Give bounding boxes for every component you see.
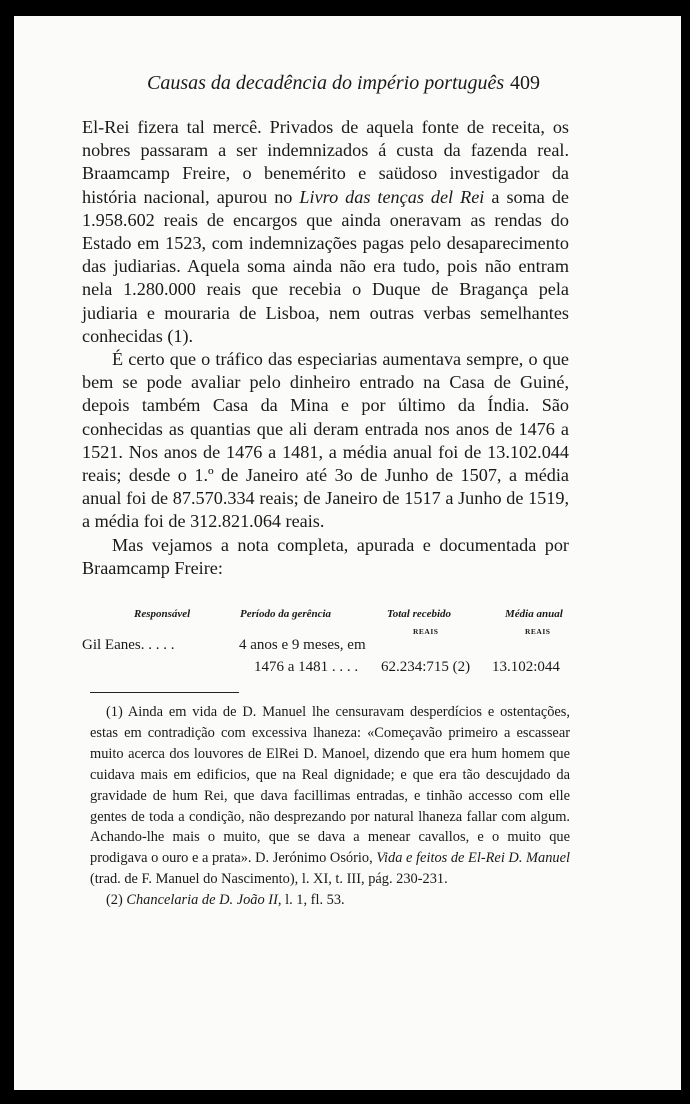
footnote-2-text-a: (2) bbox=[106, 892, 127, 909]
row-responsavel: Gil Eanes. . . . . bbox=[82, 637, 175, 653]
unit-media: REAIS bbox=[525, 627, 551, 636]
row-media: 13.102:044 bbox=[492, 659, 560, 675]
footnote-1-text-a: (1) Ainda em vida de D. Manuel lhe censuravam desperdícios e ostentações, estas em contradição com excessiva lhaneza: «Começavão primeiro a escassear muito acerca dos louvores de ElRei D. Manoel, dizendo que era hum homem que cuidava mais em edificios, que na Real dignidade; e que era tão descujdado da gravidade de hum Rei, que dava facillimas entradas, e tinhão accesso com elle gentes de toda a condição, não desprezando por natural lhaneza fallar com algum. Achando-lhe mais o muito, que se dava a menear cavallos, e o muito que prodigava o ouro e a prata». D. Jerónimo Osório, bbox=[90, 704, 570, 867]
footnote-2 bbox=[90, 890, 570, 911]
running-title: Causas da decadência do império português bbox=[147, 72, 505, 94]
footnote-2-text-b: l. 1, fl. 53. bbox=[281, 892, 345, 909]
row-period-line2: 1476 a 1481 . . . . bbox=[254, 659, 359, 675]
paragraph-2: É certo que o tráfico das especiarias aumentava sempre, o que bem se pode avaliar pelo dinheiro entrado na Casa de Guiné, depois também Casa da Mina e por último da Índia. São conhecidas as quantias que ali deram entrada nos anos de 1476 a 1521. Nos anos de 1476 a 1481, a média anual foi de 13.102.044 reais; desde o 1.º de Janeiro até 3o de Junho de 1507, a média anual foi de 87.570.334 reais; de Janeiro de 1517 a Junho de 1519, a média foi de 312.821.064 reais. bbox=[82, 349, 569, 532]
page-number: 409 bbox=[510, 72, 540, 94]
row-period-line1: 4 anos e 9 meses, em bbox=[239, 637, 366, 653]
page-header bbox=[14, 72, 681, 102]
footnotes bbox=[90, 702, 570, 911]
unit-total: REAIS bbox=[413, 627, 439, 636]
header-periodo: Período da gerência bbox=[240, 608, 332, 620]
footnote-2-book-title: Chancelaria de D. João II, bbox=[126, 892, 282, 909]
header-media: Média anual bbox=[505, 608, 563, 620]
body-text bbox=[82, 116, 569, 580]
header-responsavel: Responsável bbox=[134, 608, 191, 620]
paragraph-3: Mas vejamos a nota completa, apurada e documentada por Braamcamp Freire: bbox=[82, 534, 569, 578]
row-total: 62.234:715 (2) bbox=[381, 659, 471, 675]
footnote-1-text-b: (trad. de F. Manuel do Nascimento), l. XI, t. III, pág. 230-231. bbox=[90, 871, 448, 888]
paragraph-1-text-a: El-Rei fizera tal mercê. Privados de aquela fonte de receita, os nobres passaram a ser indemnizados á custa da fazenda real. Braamcamp Freire, o benemérito e saüdoso investigador da história nacional, apurou no bbox=[82, 117, 569, 207]
footnote-1-book-title: Vida e feitos de El-Rei D. Manuel bbox=[376, 850, 570, 867]
book-page bbox=[14, 16, 681, 1090]
footnote-1 bbox=[90, 702, 570, 890]
paragraph-1-text-b: a soma de 1.958.602 reais de encargos que ainda oneravam as rendas do Estado em 1523, com indemnizações pagas pelo desaparecimento das judiarias. Aquela soma ainda não era tudo, pois não entram nela 1.280.000 reais que recebia o Duque de Bragança pela judiaria e mouraria de Lisboa, nem outras verbas semelhantes conhecidas (1). bbox=[82, 186, 569, 346]
footnote-rule bbox=[90, 692, 239, 693]
paragraph-1 bbox=[82, 116, 569, 348]
header-total: Total recebido bbox=[387, 608, 452, 620]
book-title-livro-das-tencas: Livro das tenças del Rei bbox=[299, 186, 485, 207]
